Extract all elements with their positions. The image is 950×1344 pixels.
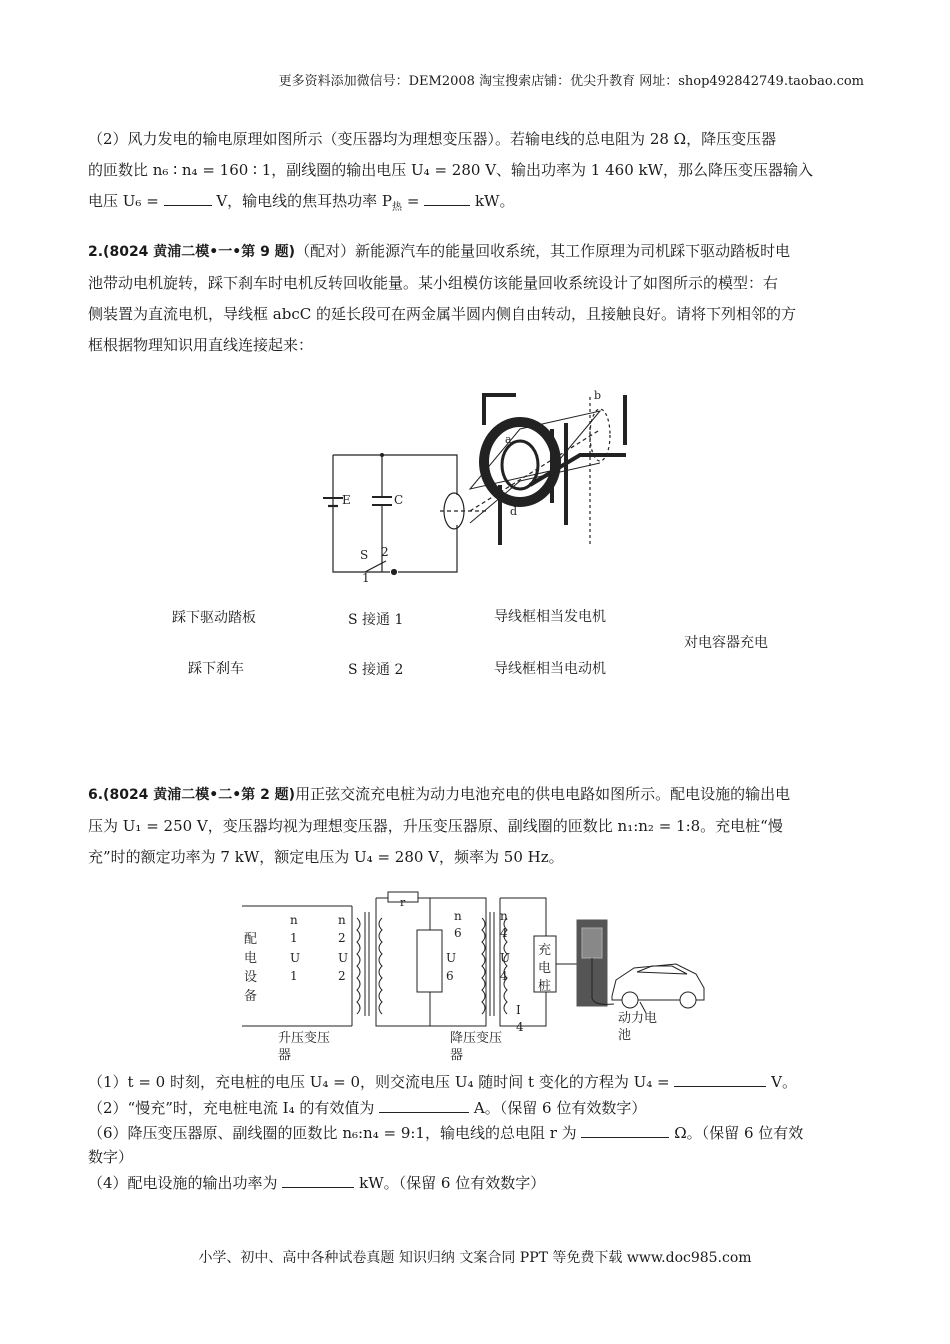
n4-n: n: [500, 909, 508, 923]
q2-line-1: [88, 236, 864, 268]
i4-label: [516, 1003, 525, 1034]
resistor-label: r: [400, 896, 406, 909]
q6-line-1-text: 用正弦交流充电桩为动力电池充电的供电电路如图所示。配电设施的输出电: [295, 785, 791, 803]
q6-line-1: [88, 779, 864, 811]
wind-line-3-sub: 热: [392, 202, 403, 213]
junction-dot: [380, 453, 384, 457]
n2-num: 2: [338, 931, 346, 945]
q6-sub-4-b: kW。（保留 6 位有效数字）: [359, 1174, 546, 1192]
supply-char-3: 设: [244, 970, 258, 985]
q6-sub-2-b: A。（保留 6 位有效数字）: [473, 1099, 647, 1117]
question-2: [88, 236, 864, 361]
question-6: [88, 779, 864, 873]
label-d: d: [510, 505, 518, 518]
i4-answer-blank[interactable]: [379, 1096, 469, 1113]
u6-answer-blank[interactable]: [164, 189, 212, 206]
match-col3-item-2[interactable]: 导线框相当电动机: [494, 661, 606, 677]
q6-sub-3: [88, 1121, 864, 1169]
battery-line-2: 池: [618, 1028, 632, 1043]
wind-line-3-b: V，输电线的焦耳热功率 P: [216, 192, 393, 210]
wind-line-3-d: kW。: [474, 192, 515, 210]
label-switch-2: 2: [381, 545, 389, 559]
u1-num: 1: [290, 969, 298, 983]
u4-num: 4: [500, 969, 508, 983]
wind-line-3-c: =: [406, 192, 420, 210]
step-down-line-1: 降压变压: [450, 1031, 503, 1046]
match-col1-item-2[interactable]: 踩下刹车: [188, 661, 244, 677]
wind-question: [88, 124, 864, 223]
q6-sub-4-a: （4）配电设施的输出功率为: [88, 1174, 278, 1192]
step-up-primary-coil: [357, 918, 360, 1014]
q6-sub-1-b: V。: [771, 1073, 797, 1091]
page-header: 更多资料添加微信号：DEM2008 淘宝搜索店铺：优尖升教育 网址：shop492842749.taobao.com: [278, 74, 864, 89]
q6-sub-3-a: （6）降压变压器原、副线圈的匝数比 n₆:n₄ = 9:1，输电线的总电阻 r 为: [88, 1124, 577, 1142]
wind-line-1: （2）风力发电的输电原理如图所示（变压器均为理想变压器）。若输电线的总电阻为 28 Ω，降压变压器: [88, 130, 777, 148]
circuit-wire-top: [333, 455, 457, 495]
wind-line-2: 的匝数比 n₆ ∶ n₄ = 160 ∶ 1，副线圈的输出电压 U₄ = 280 V、输出功率为 1 460 kW，那么降压变压器输入: [88, 161, 814, 179]
u4-u: U: [500, 951, 511, 965]
supply-label: [244, 932, 261, 1004]
q2-label: 2.(8024 黄浦二模•一•第 9 题): [88, 244, 296, 260]
n6-n: n: [454, 909, 462, 923]
q2-line-4: 框根据物理知识用直线连接起来：: [88, 336, 314, 354]
p-heat-answer-blank[interactable]: [424, 189, 470, 206]
label-b: b: [594, 389, 602, 402]
n6-label: [446, 909, 466, 983]
car-wheel-rear: [680, 992, 696, 1008]
rail-bottom: [530, 455, 626, 485]
q2-line-2: 池带动电机旋转，踩下刹车时电机反转回收能量。某小组模仿该能量回收系统设计了如图所示的模型：右: [88, 274, 779, 292]
car-wheel-front: [622, 992, 638, 1008]
charger-char-1: 充: [538, 943, 552, 958]
i4-i: I: [516, 1003, 521, 1017]
step-up-line-2: 器: [278, 1048, 292, 1063]
q6-line-3: 充”时的额定功率为 7 kW，额定电压为 U₄ = 280 V，频率为 50 Hz。: [88, 848, 564, 866]
label-S: S: [360, 548, 369, 562]
q6-sub-3-b: Ω。（保留 6 位有效: [674, 1124, 804, 1142]
power-answer-blank[interactable]: [282, 1171, 354, 1188]
u2-u: U: [338, 951, 349, 965]
match-col4-item[interactable]: 对电容器充电: [684, 635, 768, 651]
step-up-secondary-coil: [379, 918, 382, 1014]
n4-num: 4: [500, 926, 508, 940]
u6-u: U: [446, 951, 457, 965]
n1-n: n: [290, 913, 298, 927]
q6-sub-1: [88, 1070, 864, 1094]
charger-char-2: 电: [538, 961, 552, 976]
charging-pile-screen: [582, 928, 602, 958]
u2-num: 2: [338, 969, 346, 983]
u4-equation-blank[interactable]: [674, 1070, 766, 1087]
load-element: [417, 930, 442, 992]
n4-label: [500, 909, 514, 983]
u6-num: 6: [446, 969, 454, 983]
r-answer-blank[interactable]: [581, 1121, 669, 1138]
q6-line-2: 压为 U₁ = 250 V，变压器均视为理想变压器，升压变压器原、副线圈的匝数比 n₁:n₂ = 1:8。充电桩“慢: [88, 817, 783, 835]
wind-line-3-a: 电压 U₆ =: [88, 192, 159, 210]
step-up-line-1: 升压变压: [278, 1031, 331, 1046]
u1-u: U: [290, 951, 301, 965]
battery-label: [618, 1010, 661, 1043]
q6-sub-3-c: 数字）: [88, 1148, 134, 1166]
n2-label: [338, 913, 352, 983]
q6-sub-2: [88, 1096, 864, 1120]
charger-char-3: 桩: [538, 979, 552, 994]
match-col3-item-1[interactable]: 导线框相当发电机: [494, 609, 606, 625]
step-down-label: [450, 1030, 506, 1063]
supply-char-2: 电: [244, 951, 258, 966]
label-E: E: [342, 493, 351, 507]
q2-line-1-text: （配对）新能源汽车的能量回收系统，其工作原理为司机踩下驱动踏板时电: [295, 242, 791, 260]
q6-charging-circuit-figure: [232, 888, 732, 1070]
match-col1-item-1[interactable]: 踩下驱动踏板: [172, 610, 256, 626]
step-down-primary-coil: [482, 918, 485, 1014]
n1-num: 1: [290, 931, 298, 945]
label-a: a: [505, 433, 512, 446]
label-switch-1: 1: [362, 571, 370, 585]
step-up-label: [278, 1030, 334, 1063]
q2-motor-circuit-figure: [320, 385, 640, 585]
n6-num: 6: [454, 926, 462, 940]
switch-contact: [392, 570, 397, 575]
page-footer: 小学、初中、高中各种试卷真题 知识归纳 文案合同 PPT 等免费下载 www.doc985.com: [198, 1250, 752, 1266]
supply-char-1: 配: [244, 932, 258, 947]
q6-sub-4: [88, 1171, 864, 1195]
q2-line-3: 侧装置为直流电机，导线框 abcC 的延长段可在两金属半圆内侧自由转动，且接触良好。请将下列相邻的方: [88, 305, 796, 323]
circuit-wire-right: [398, 525, 457, 572]
label-C: C: [394, 493, 404, 507]
q6-label: 6.(8024 黄浦二模•二•第 2 题): [88, 787, 296, 803]
supply-char-4: 备: [244, 989, 258, 1004]
battery-line-1: 动力电: [618, 1011, 658, 1026]
match-col2-item-2[interactable]: S 接通 2: [348, 662, 404, 678]
q6-sub-1-a: （1）t = 0 时刻，充电桩的电压 U₄ = 0，则交流电压 U₄ 随时间 t 变化的方程为 U₄ =: [88, 1073, 670, 1091]
n1-label: [290, 913, 304, 983]
wind-line-3: [88, 186, 864, 223]
n2-n: n: [338, 913, 346, 927]
match-col2-item-1[interactable]: S 接通 1: [348, 612, 404, 628]
q6-sub-2-a: （2）“慢充”时，充电桩电流 I₄ 的有效值为: [88, 1099, 375, 1117]
i4-num: 4: [516, 1020, 524, 1034]
step-down-line-2: 器: [450, 1048, 464, 1063]
